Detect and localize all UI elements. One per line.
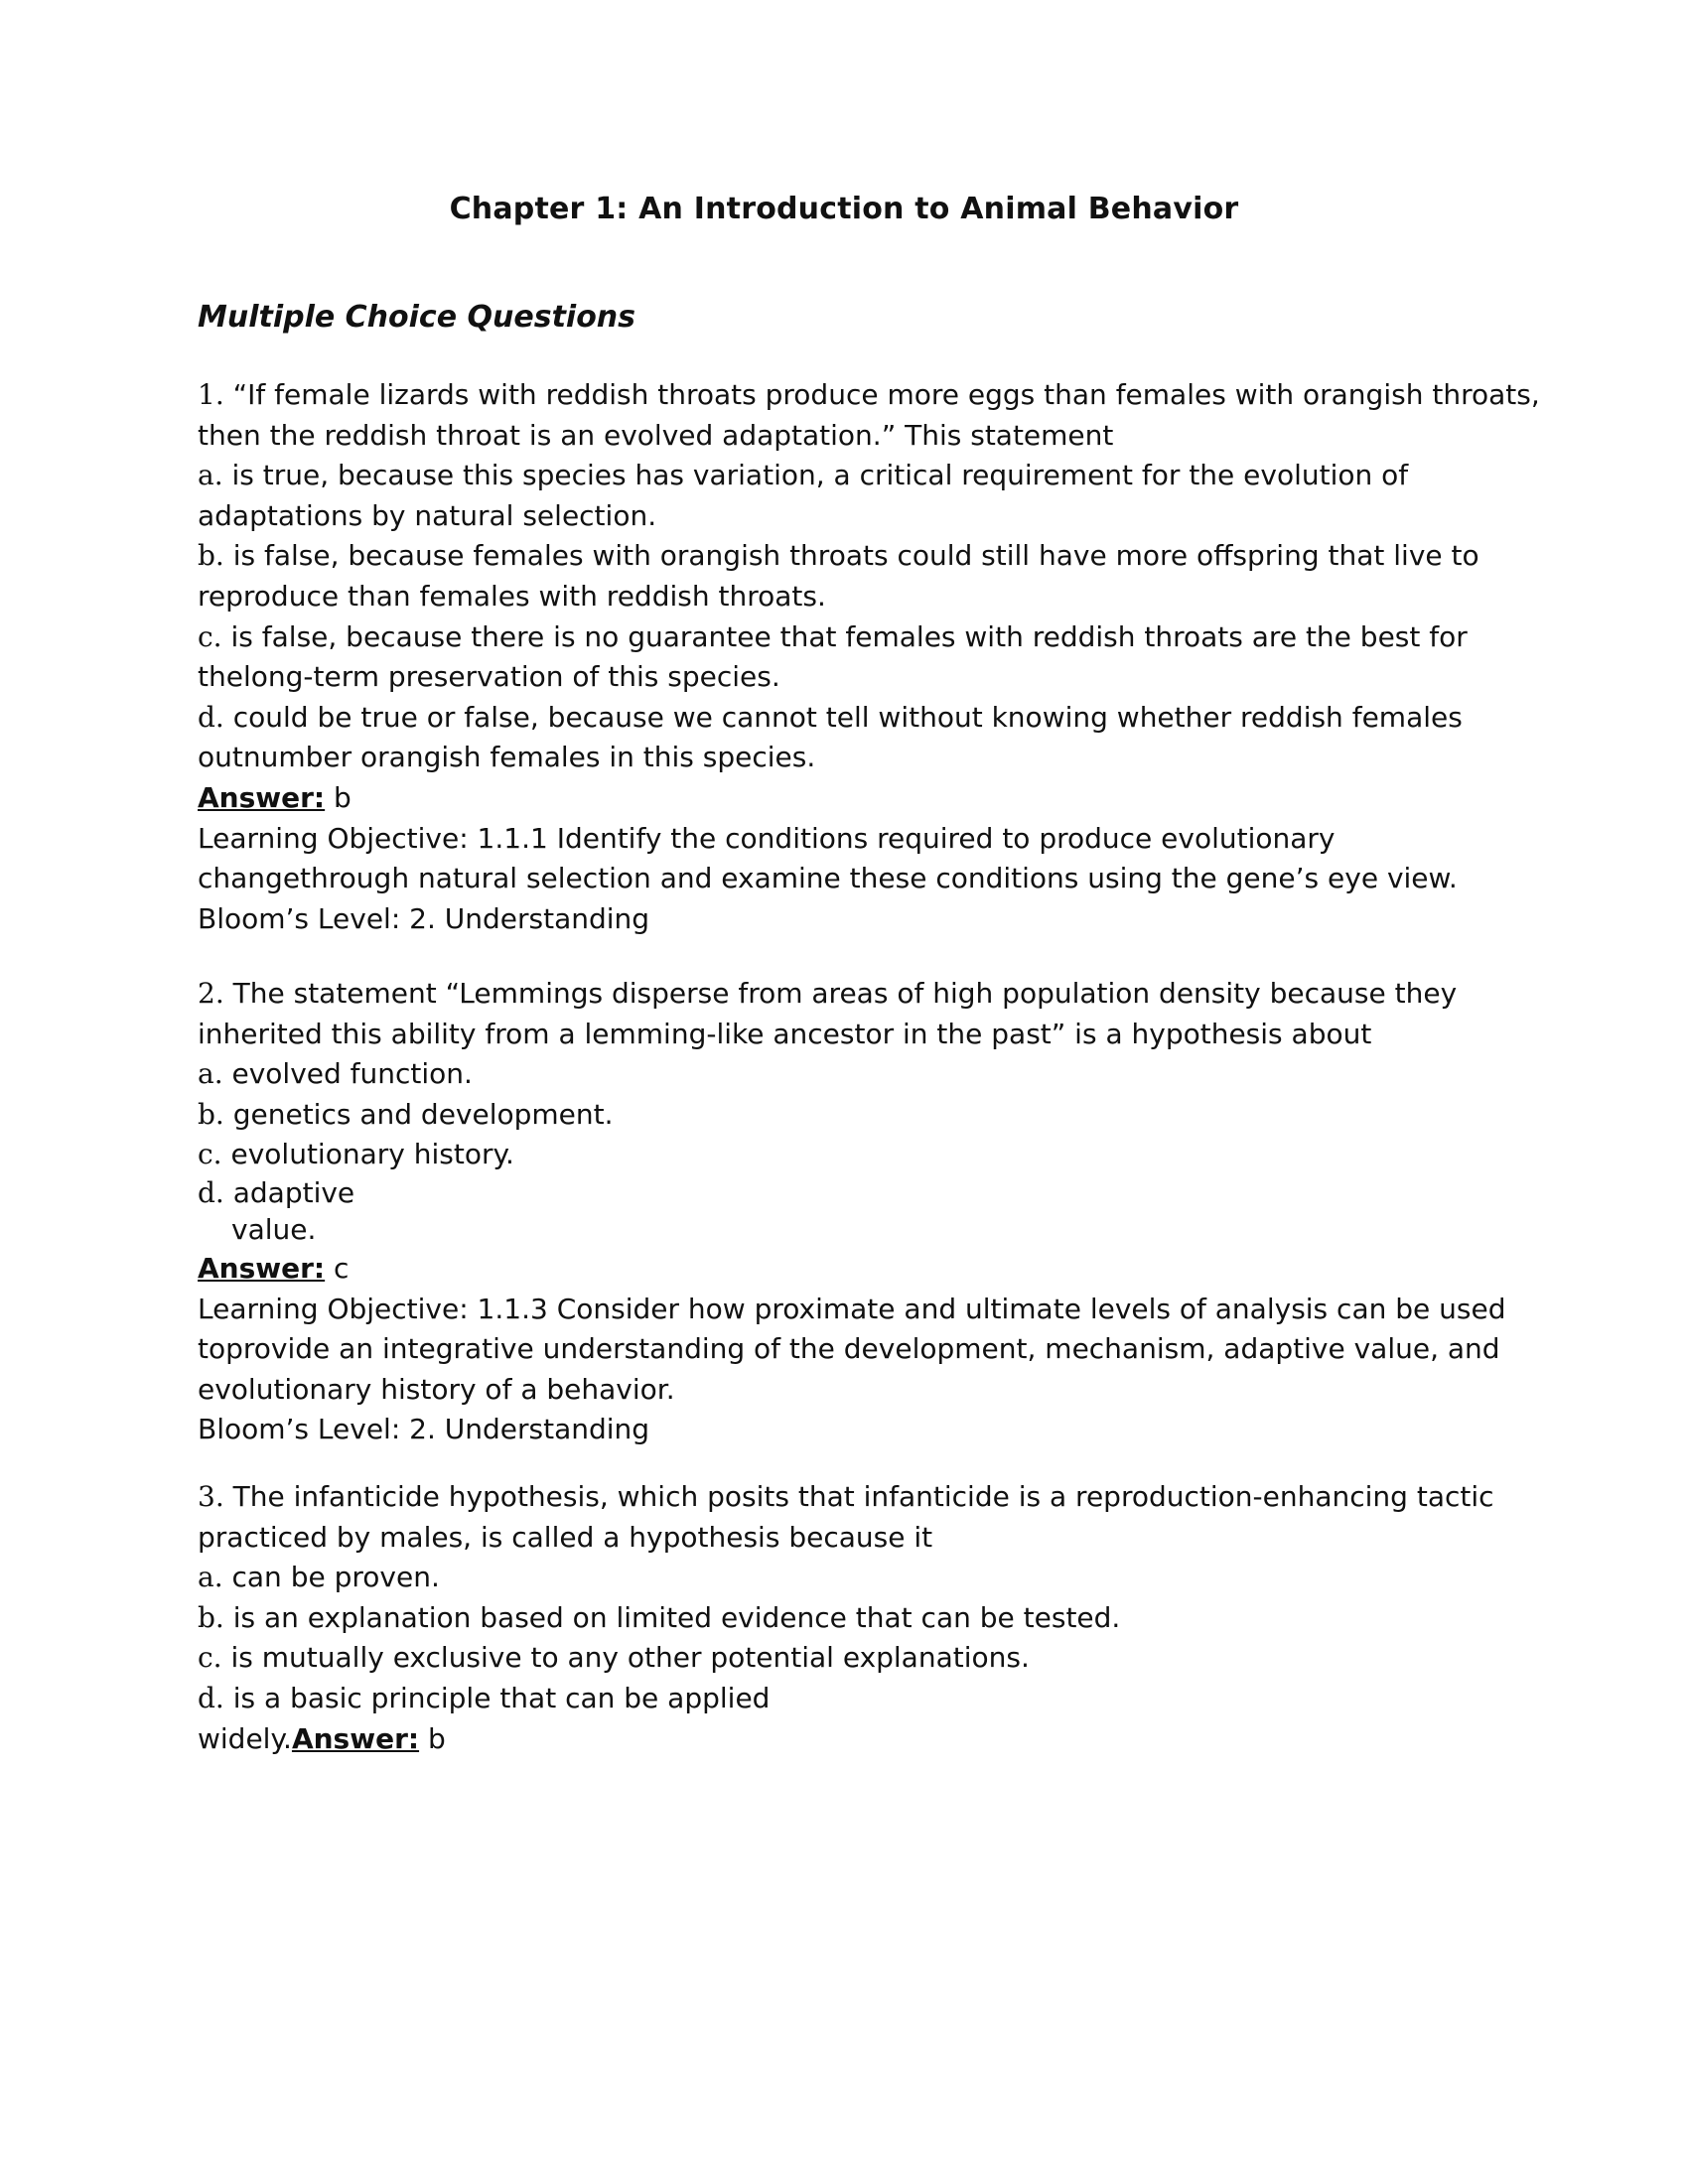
option-a: a. evolved function. bbox=[198, 1057, 473, 1091]
question-3 bbox=[198, 1477, 1494, 1759]
option-c: c. evolutionary history. bbox=[198, 1138, 514, 1171]
blooms-level: Bloom’s Level: 2. Understanding bbox=[198, 1413, 650, 1446]
answer-line bbox=[198, 778, 1488, 819]
chapter-title: Chapter 1: An Introduction to Animal Behavior bbox=[449, 192, 1239, 226]
option-d: d. is a basic principle that can be applied bbox=[198, 1681, 771, 1714]
question-1 bbox=[198, 375, 1540, 939]
option-d-cont: widely.Answer: b bbox=[198, 1721, 446, 1755]
option-b: b. is an explanation based on limited evidence that can be tested. bbox=[198, 1600, 1121, 1634]
question-stem-line: 1. “If female lizards with reddish throats produce more eggs than females with orangish throats, bbox=[198, 378, 1540, 411]
option-b-cont: reproduce than females with reddish throats. bbox=[198, 579, 826, 613]
answer-value: b bbox=[427, 1721, 446, 1755]
option-d: d. could be true or false, because we cannot tell without knowing whether reddish females bbox=[198, 700, 1463, 734]
question-number: 1. bbox=[198, 378, 224, 411]
option-c-cont: thelong-term preservation of this species. bbox=[198, 660, 780, 694]
answer-label: Answer: bbox=[198, 1251, 326, 1285]
answer-value: b bbox=[334, 780, 352, 814]
option-a: a. is true, because this species has variation, a critical requirement for the evolution of bbox=[198, 459, 1409, 492]
answer-label: Answer: bbox=[198, 780, 326, 814]
answer-value: c bbox=[334, 1251, 350, 1285]
learning-objective-cont: changethrough natural selection and examine these conditions using the gene’s eye view. bbox=[198, 862, 1458, 895]
option-a-cont: adaptations by natural selection. bbox=[198, 498, 657, 532]
answer-line bbox=[198, 1249, 1488, 1290]
question-stem-line: 3. The infanticide hypothesis, which posits that infanticide is a reproduction-enhancing tactic bbox=[198, 1480, 1494, 1513]
option-d-cont: outnumber orangish females in this species. bbox=[198, 741, 816, 774]
option-b: b. is false, because females with orangish throats could still have more offspring that live to bbox=[198, 539, 1479, 573]
section-heading: Multiple Choice Questions bbox=[198, 300, 636, 335]
question-stem-line: then the reddish throat is an evolved adaptation.” This statement bbox=[198, 418, 1114, 452]
option-b: b. genetics and development. bbox=[198, 1097, 614, 1131]
learning-objective-cont: evolutionary history of a behavior. bbox=[198, 1372, 675, 1406]
learning-objective: Learning Objective: 1.1.3 Consider how proximate and ultimate levels of analysis can be used bbox=[198, 1292, 1506, 1325]
question-number: 2. bbox=[198, 977, 224, 1010]
question-stem-line: practiced by males, is called a hypothesis because it bbox=[198, 1520, 933, 1554]
option-c: c. is false, because there is no guarantee that females with reddish throats are the best for bbox=[198, 619, 1468, 653]
question-stem-line: 2. The statement “Lemmings disperse from areas of high population density because they bbox=[198, 977, 1458, 1010]
learning-objective: Learning Objective: 1.1.1 Identify the conditions required to produce evolutionary bbox=[198, 821, 1336, 855]
learning-objective-cont: toprovide an integrative understanding of the development, mechanism, adaptive value, and bbox=[198, 1332, 1500, 1366]
question-2 bbox=[198, 974, 1506, 1450]
option-d: d. adaptive bbox=[198, 1175, 355, 1209]
option-a: a. can be proven. bbox=[198, 1561, 440, 1594]
blooms-level: Bloom’s Level: 2. Understanding bbox=[198, 901, 650, 935]
question-stem-line: inherited this ability from a lemming-like ancestor in the past” is a hypothesis about bbox=[198, 1017, 1372, 1050]
option-c: c. is mutually exclusive to any other potential explanations. bbox=[198, 1641, 1030, 1675]
option-d-cont: value. bbox=[231, 1212, 317, 1246]
answer-label: Answer: bbox=[291, 1721, 420, 1755]
question-number: 3. bbox=[198, 1480, 224, 1513]
